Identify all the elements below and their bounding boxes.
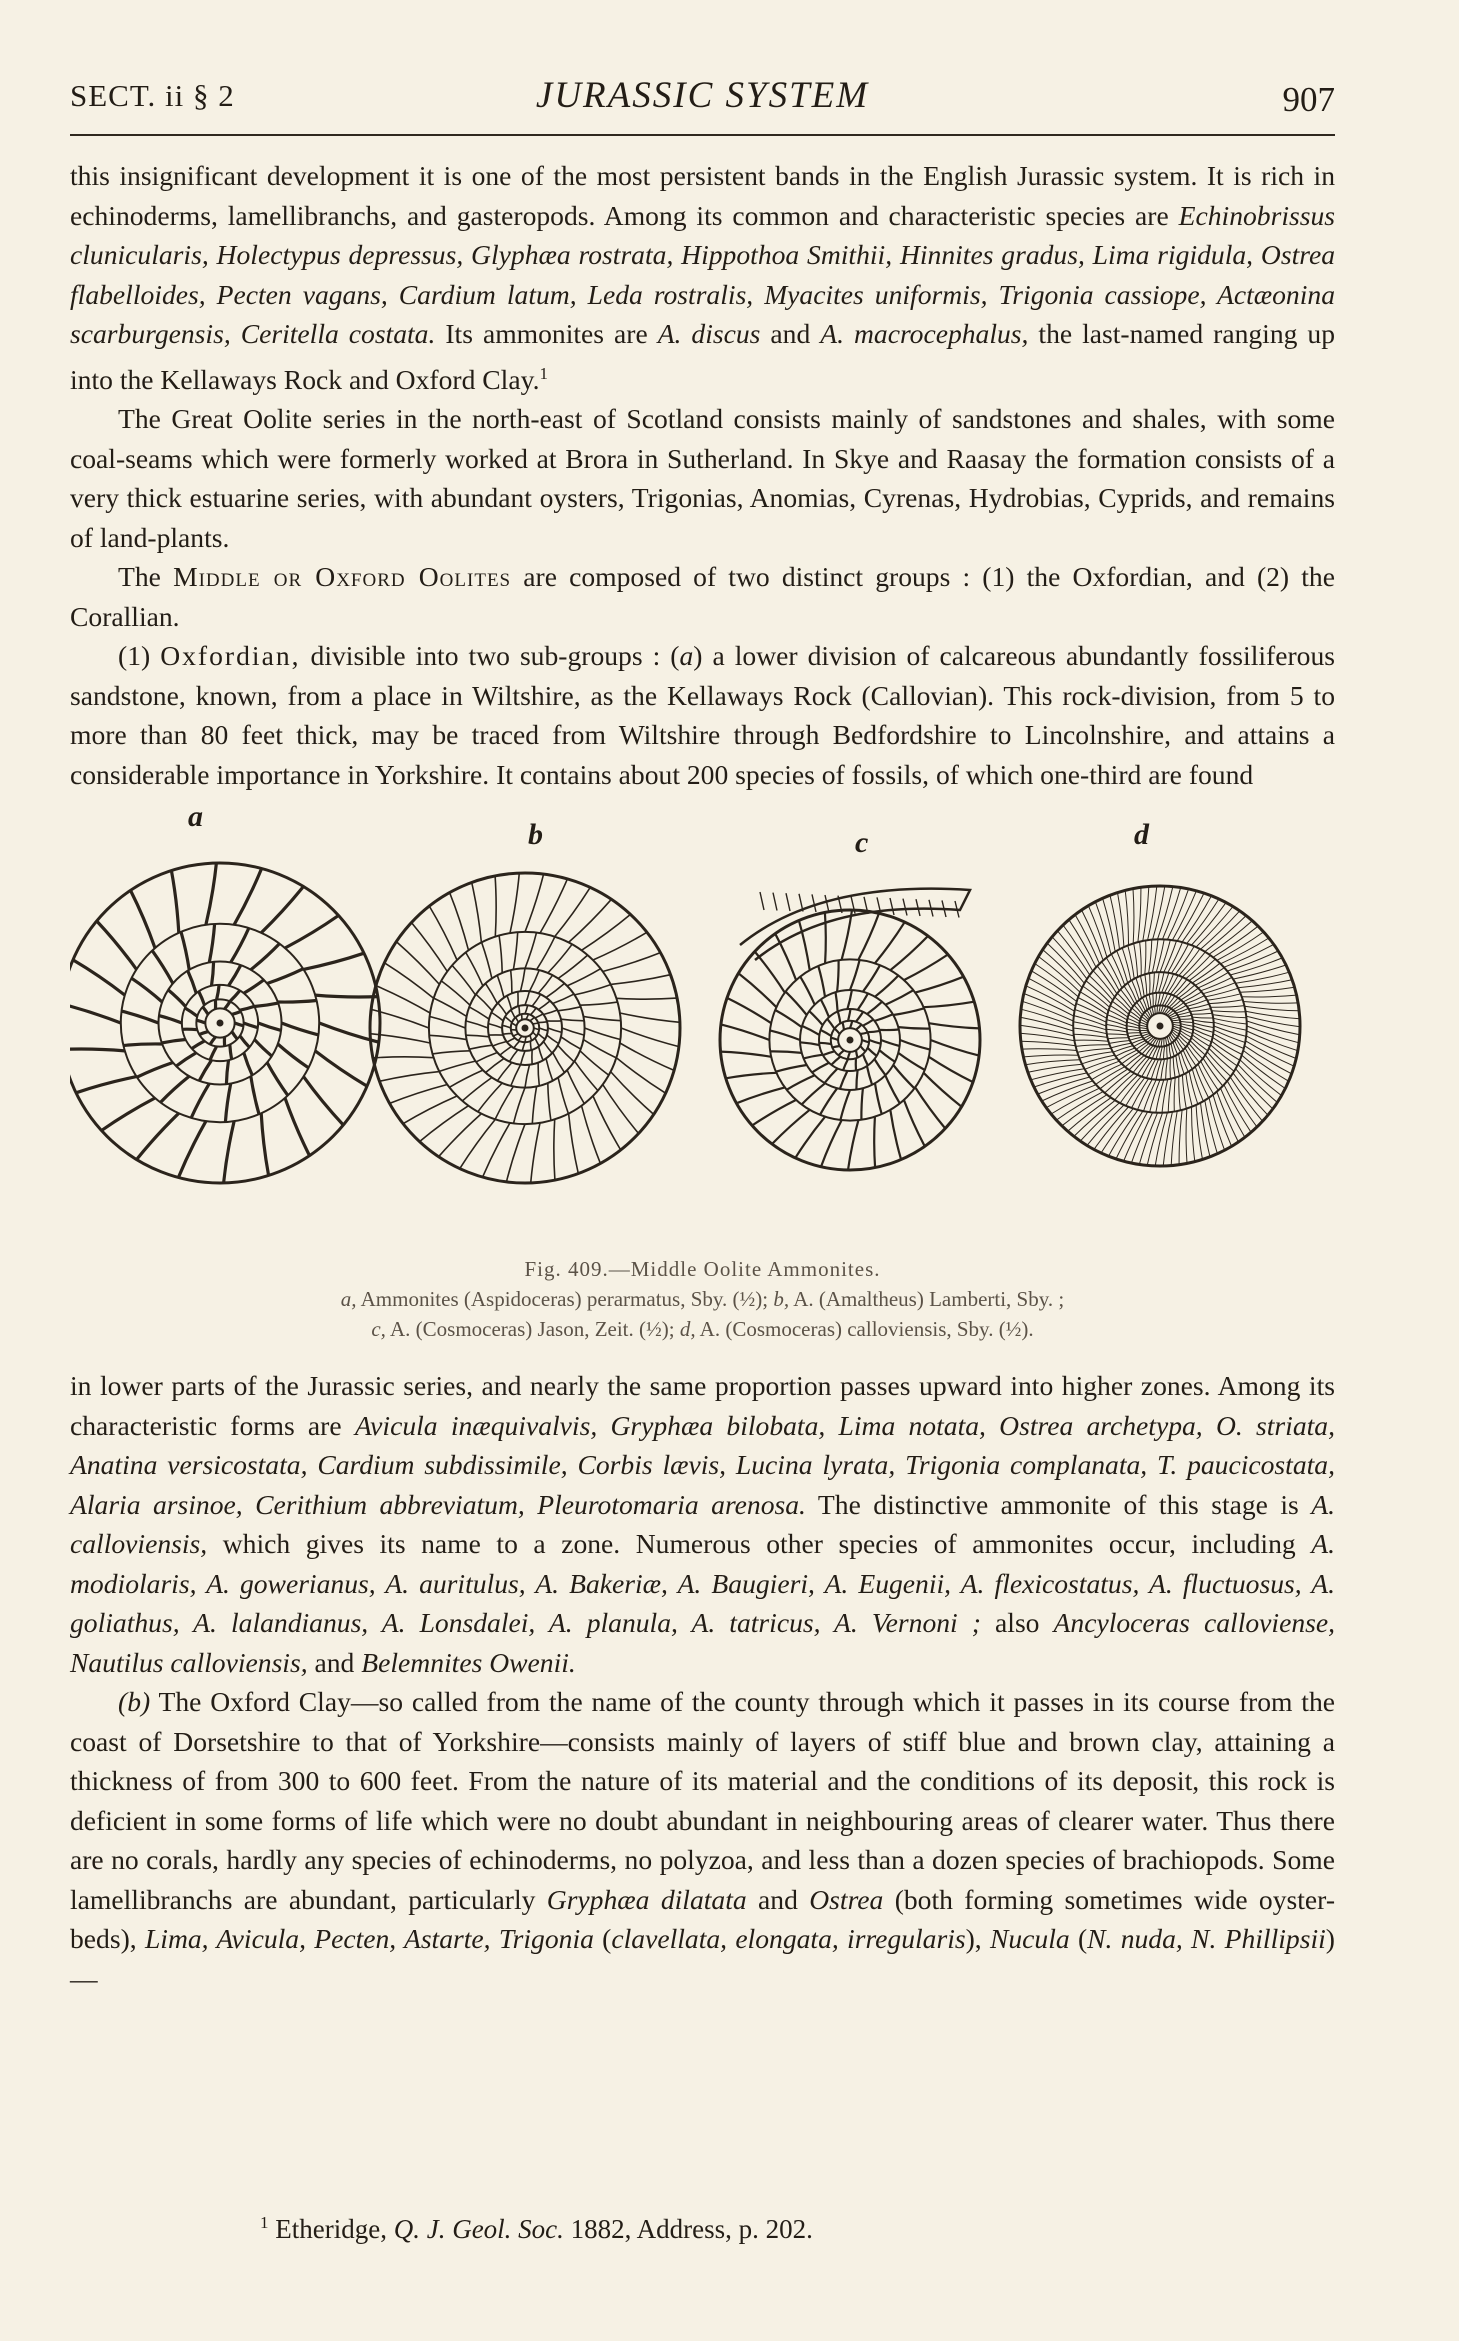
- small-caps-heading: Middle or Oxford Oolites: [173, 561, 512, 593]
- ammonite-b-illustration: [370, 873, 680, 1183]
- running-header: [70, 70, 1335, 136]
- footnote: $^1$ Etheridge, Q. J. Geol. Soc. 1882, Address, p. 202.: [260, 2213, 813, 2244]
- page-number: 907: [1282, 80, 1335, 119]
- oxfordian-term: Oxfordian,: [160, 640, 301, 672]
- figure-caption-line-2: c, A. (Cosmoceras) Jason, Zeit. (½); d, A. (Cosmoceras) calloviensis, Sby. (½).: [371, 1317, 1034, 1342]
- ammonite-d-illustration: [1020, 886, 1300, 1166]
- ammonite-figure: [70, 800, 1335, 1248]
- body-text-bottom: [70, 1366, 1335, 1998]
- paragraph-great-oolite-continued: this insignificant development it is one of the most persistent bands in the English Jurassic system. It is rich in echinoderms, lamellibranchs, and gasteropods. Among its common and characteristic species are Echinobrissus clunicularis, Holectypus depressus, Glyphæa rostrata, Hippothoa Smithii, Hinnites gradus, Lima rigidula, Ostrea flabelloides, Pecten vagans, Cardium latum, Leda rostralis, Myacites uniformis, Trigonia cassiope, Actæonina scarburgensis, Ceritella costata. Its ammonites are A. discus and A. macrocephalus, the last-named ranging up into the Kellaways Rock and Oxford Clay.$^1$: [70, 160, 1336, 395]
- ammonite-illustrations: [70, 808, 1335, 1248]
- species-list: Echinobrissus clunicularis, Holectypus depressus, Glyphæa rostrata, Hippothoa Smithii, Hinnites gradus, Lima rigidula, Ostrea flabelloides, Pecten vagans, Cardium latum, Leda rostralis, Myacites uniformis, Trigonia cassiope, Actæonina scarburgensis, Ceritella costata.: [70, 199, 1335, 349]
- paragraph-oxfordian: (1) Oxfordian, divisible into two sub-groups : (a) a lower division of calcareous abundantly fossiliferous sandstone, known, from a place in Wiltshire, as the Kellaways Rock (Callovian). This rock-division, from 5 to more than 80 feet thick, may be traced from Wiltshire through Bedfordshire to Lincolnshire, and attains a considerable importance in Yorkshire. It contains about 200 species of fossils, of which one-third are found: [70, 640, 1336, 790]
- figure-caption-title: Fig. 409.—Middle Oolite Ammonites.: [524, 1257, 881, 1282]
- figure-label-b: b: [528, 818, 543, 852]
- figure-caption-line-1: a, Ammonites (Aspidoceras) perarmatus, Sby. (½); b, A. (Amaltheus) Lamberti, Sby. ;: [340, 1287, 1065, 1312]
- figure-label-a: a: [188, 800, 203, 834]
- paragraph-oxfordian-continued: in lower parts of the Jurassic series, and nearly the same proportion passes upward into higher zones. Among its characteristic forms are Avicula inæquivalvis, Gryphæa bilobata, Lima notata, Ostrea archetypa, O. striata, Anatina versicostata, Cardium subdissimile, Corbis lævis, Lucina lyrata, Trigonia complanata, T. paucicostata, Alaria arsinoe, Cerithium abbreviatum, Pleurotomaria arenosa. The distinctive ammonite of this stage is A. calloviensis, which gives its name to a zone. Numerous other species of ammonites occur, including A. modiolaris, A. gowerianus, A. auritulus, A. Bakeriæ, A. Baugieri, A. Eugenii, A. flexicostatus, A. fluctuosus, A. goliathus, A. lalandianus, A. Lonsdalei, A. planula, A. tatricus, A. Vernoni ; also Ancyloceras calloviense, Nautilus calloviensis, and Belemnites Owenii.: [70, 1370, 1336, 1678]
- paragraph-middle-oolites: The Middle or Oxford Oolites are composed of two distinct groups : (1) the Oxfordian, and (2) the Corallian.: [70, 561, 1335, 632]
- running-title: JURASSIC SYSTEM: [535, 75, 870, 116]
- figure-label-d: d: [1134, 818, 1149, 852]
- section-reference: SECT. ii § 2: [70, 78, 235, 113]
- figure-label-c: c: [855, 826, 869, 860]
- ammonite-a-illustration: [70, 863, 380, 1183]
- figure-caption: [70, 1254, 1335, 1344]
- body-text-top: [70, 156, 1335, 794]
- paragraph-scotland: The Great Oolite series in the north-east of Scotland consists mainly of sandstones and shales, with some coal-seams which were formerly worked at Brora in Sutherland. In Skye and Raasay the formation consists of a very thick estuarine series, with abundant oysters, Trigonias, Anomias, Cyrenas, Hydrobias, Cyprids, and remains of land-plants.: [70, 403, 1335, 553]
- ammonite-c-illustration: [720, 889, 980, 1170]
- paragraph-oxford-clay: (b) The Oxford Clay—so called from the name of the county through which it passes in its course from the coast of Dorsetshire to that of Yorkshire—consists mainly of layers of stiff blue and brown clay, attaining a thickness of from 300 to 600 feet. From the nature of its material and the conditions of its deposit, this rock is deficient in some forms of life which were no doubt abundant in neighbouring areas of clearer water. Thus there are no corals, hardly any species of echinoderms, no polyzoa, and less than a dozen species of brachiopods. Some lamellibranchs are abundant, particularly Gryphæa dilatata and Ostrea (both forming sometimes wide oyster-beds), Lima, Avicula, Pecten, Astarte, Trigonia (clavellata, elongata, irregularis), Nucula (N. nuda, N. Phillipsii)—: [70, 1686, 1336, 1994]
- page: [70, 70, 1335, 1998]
- footnote-reference: 1: [539, 363, 548, 383]
